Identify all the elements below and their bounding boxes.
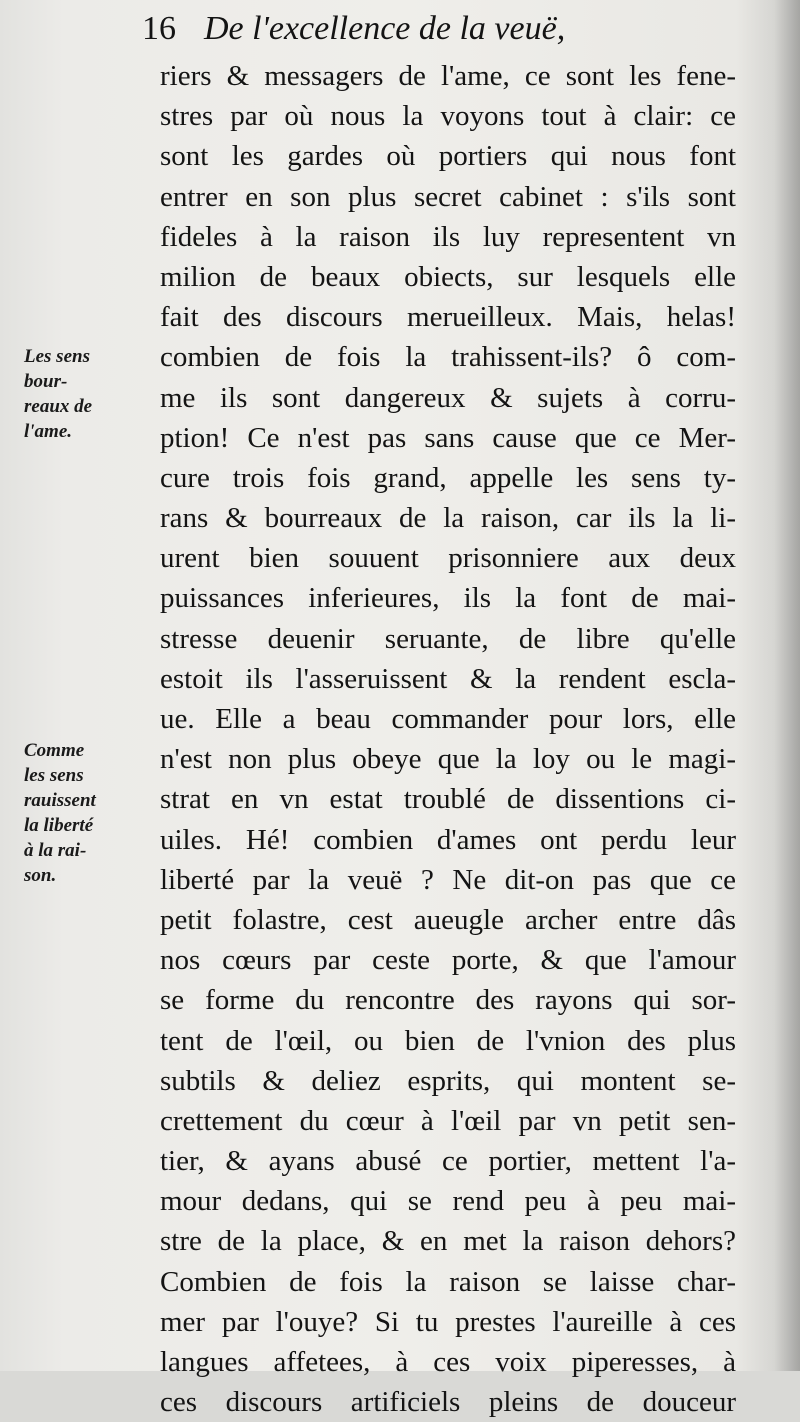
marginal-note-line: Les sens bbox=[24, 346, 90, 367]
text-line: crettement du cœur à l'œil par vn petit sen- bbox=[160, 1104, 736, 1137]
text-line: nos cœurs par ceste porte, & que l'amour bbox=[160, 944, 736, 977]
marginal-note-line: Comme bbox=[24, 740, 85, 761]
text-line: me ils sont dangereux & sujets à corru- bbox=[160, 381, 736, 414]
text-line: urent bien souuent prisonniere aux deux bbox=[160, 542, 736, 575]
marginal-note-line: l'ame. bbox=[24, 421, 73, 442]
marginal-note-line: à la rai- bbox=[24, 840, 87, 861]
marginal-note-line: reaux de bbox=[24, 396, 93, 417]
text-line: ue. Elle a beau commander pour lors, elle bbox=[160, 703, 736, 735]
text-line: mour dedans, qui se rend peu à peu mai- bbox=[160, 1185, 736, 1218]
text-line: Combien de fois la raison se laisse char- bbox=[160, 1265, 736, 1298]
text-line: uiles. Hé! combien d'ames ont perdu leur bbox=[160, 823, 736, 856]
marginal-note-line: la liberté bbox=[24, 815, 94, 836]
text-line: stresse deuenir seruante, de libre qu'elle bbox=[160, 622, 736, 655]
text-line: puissances inferieures, ils la font de mai- bbox=[160, 582, 736, 615]
text-line: tier, & ayans abusé ce portier, mettent l'a- bbox=[160, 1145, 736, 1178]
marginal-note-line: les sens bbox=[24, 765, 84, 786]
text-line: rans & bourreaux de la raison, car ils la li- bbox=[160, 502, 736, 535]
text-line: langues affetees, à ces voix piperesses, à bbox=[160, 1346, 736, 1378]
text-line: cure trois fois grand, appelle les sens ty- bbox=[160, 461, 736, 494]
text-line: se forme du rencontre des rayons qui sor- bbox=[160, 984, 736, 1017]
text-line: stres par où nous la voyons tout à clair: ce bbox=[160, 100, 736, 133]
text-line: fideles à la raison ils luy representent vn bbox=[160, 220, 736, 253]
marginal-note-line: son. bbox=[24, 865, 57, 886]
running-title: De l'excellence de la veuë, bbox=[204, 10, 566, 47]
text-line: tent de l'œil, ou bien de l'vnion des plus bbox=[160, 1024, 736, 1057]
text-line: ces discours artificiels pleins de douceur bbox=[160, 1386, 736, 1419]
body-text bbox=[160, 56, 736, 1422]
marginal-note-1 bbox=[24, 344, 92, 444]
marginal-note-2 bbox=[24, 738, 96, 888]
binding-shadow bbox=[774, 0, 800, 1371]
text-line: riers & messagers de l'ame, ce sont les fene- bbox=[160, 60, 736, 92]
text-line: petit folastre, cest aueugle archer entre dâs bbox=[160, 903, 736, 936]
text-line: strat en vn estat troublé de dissentions ci- bbox=[160, 783, 736, 816]
text-line: stre de la place, & en met la raison dehors? bbox=[160, 1225, 736, 1258]
page-number: 16 bbox=[142, 10, 176, 47]
marginal-note-line: rauissent bbox=[24, 790, 96, 811]
text-line: liberté par la veuë ? Ne dit-on pas que ce bbox=[160, 863, 736, 896]
text-line: estoit ils l'asseruissent & la rendent escla- bbox=[160, 662, 736, 695]
text-line: entrer en son plus secret cabinet : s'ils sont bbox=[160, 180, 736, 213]
text-line: sont les gardes où portiers qui nous font bbox=[160, 140, 736, 173]
text-line: ption! Ce n'est pas sans cause que ce Mer- bbox=[160, 421, 736, 454]
text-line: fait des discours merueilleux. Mais, helas! bbox=[160, 301, 736, 334]
text-line: n'est non plus obeye que la loy ou le magi- bbox=[160, 743, 736, 776]
text-line: milion de beaux obiects, sur lesquels elle bbox=[160, 260, 736, 293]
text-line: combien de fois la trahissent-ils? ô com- bbox=[160, 341, 736, 374]
text-line: mer par l'ouye? Si tu prestes l'aureille à ces bbox=[160, 1305, 736, 1338]
text-line: subtils & deliez esprits, qui montent se- bbox=[160, 1064, 736, 1097]
page-header bbox=[142, 10, 742, 58]
marginal-note-line: bour- bbox=[24, 371, 68, 392]
